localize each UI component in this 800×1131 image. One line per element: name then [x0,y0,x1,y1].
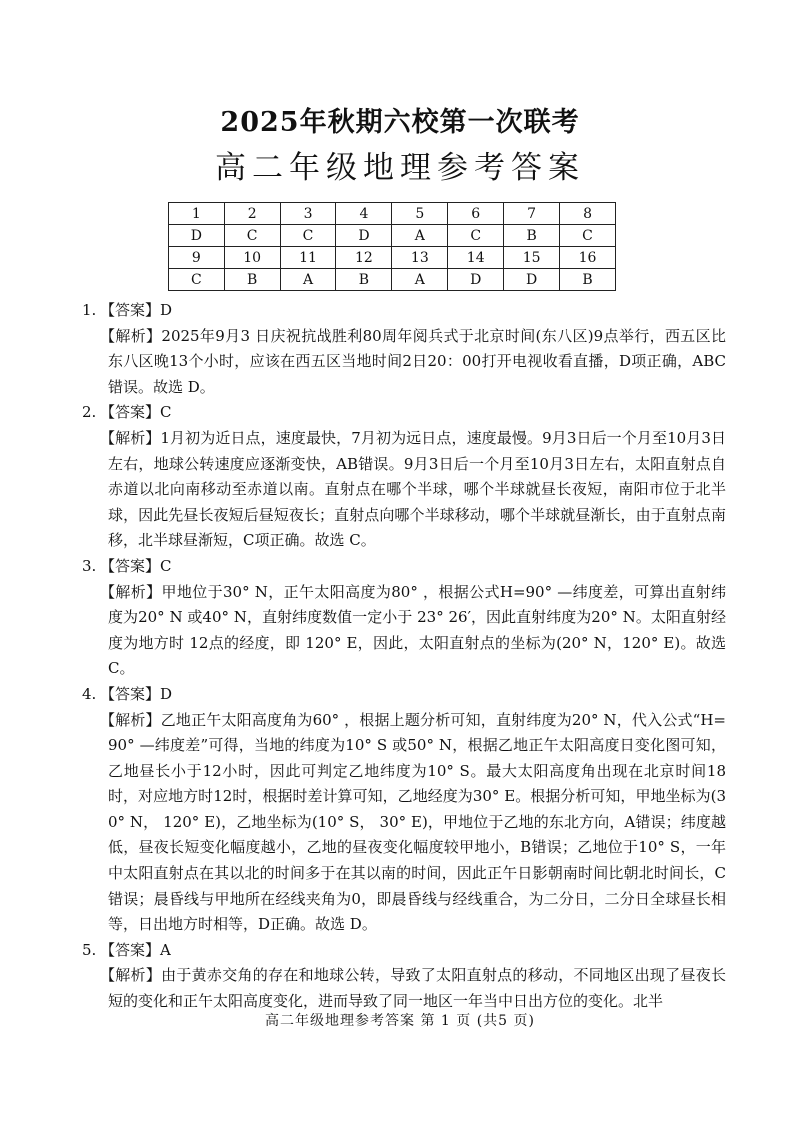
answer-letter-cell: D [448,269,504,291]
answer-letter-cell: A [392,269,448,291]
answer-line [82,682,726,708]
answer-letter-cell: B [504,225,560,247]
page-footer: 高二年级地理参考答案 第 1 页 (共5 页) [265,1013,535,1029]
question-number-cell: 11 [280,247,336,269]
answer-letter-cell: B [224,269,280,291]
question-block [76,298,726,400]
document-title: 高二年级地理参考答案 [215,150,585,186]
answer-letter-cell: C [560,225,616,247]
question-number-row [169,247,616,269]
question-number-row [169,203,616,225]
analysis-paragraph: 【解析】乙地正午太阳高度角为60° ，根据上题分析可知，直射纬度为20° N，代入公式“H=90° —纬度差”可得，当地的纬度为10° S 或50° N，根据乙地正午太阳高度日变化图可知，乙地昼长小于12小时，因此可判定乙地纬度为10° S。最大太阳高度角出现在北京时间18时，对应地方时12时，根据时差计算可知，乙地经度为30° E。根据分析可知，甲地坐标为(30° N， 120° E)，乙地坐标为(10° S， 30° E)，甲地位于乙地的东北方向，A错误；纬度越低，昼夜长短变化幅度越小，乙地的昼夜变化幅度较甲地小，B错误；乙地位于10° S，一年中太阳直射点在其以北的时间多于在其以南的时间，因此正午日影朝南时间比朝北时间长，C错误；晨昏线与甲地所在经线夹角为0，即晨昏线与经线重合，为二分日，二分日全球昼长相等，日出地方时相等，D正确。故选 D。 [100,710,726,934]
question-block [76,682,726,938]
answer-line [82,400,726,426]
answer-letter-cell: C [280,225,336,247]
question-number-cell: 14 [448,247,504,269]
answer-text: 【答案】C [100,556,172,575]
answer-letter-row [169,269,616,291]
analysis-paragraph: 【解析】2025年9月3 日庆祝抗战胜利80周年阅兵式于北京时间(东八区)9点举行，西五区比东八区晚13个小时，应该在西五区当地时间2日20：00打开电视收看直播，D项正确，ABC 错误。故选 D。 [100,326,726,396]
answer-letter-cell: A [280,269,336,291]
exam-title: 2025年秋期六校第一次联考 [220,107,580,138]
question-number: 3. [82,556,97,575]
answer-letter-cell: B [336,269,392,291]
question-number-cell: 4 [336,203,392,225]
question-block [76,400,726,554]
question-number-cell: 16 [560,247,616,269]
answer-letter-cell: D [504,269,560,291]
question-number-cell: 2 [224,203,280,225]
analysis-paragraph: 【解析】由于黄赤交角的存在和地球公转，导致了太阳直射点的移动，不同地区出现了昼夜长短的变化和正午太阳高度变化，进而导致了同一地区一年当中日出方位的变化。北半 [100,966,726,1011]
answer-letter-cell: D [169,225,225,247]
answer-line [82,298,726,324]
question-number-cell: 1 [169,203,225,225]
question-number-cell: 15 [504,247,560,269]
analysis-paragraph: 【解析】1月初为近日点，速度最快，7月初为远日点，速度最慢。9月3日后一个月至10月3日左右，地球公转速度应逐渐变快，AB错误。9月3日后一个月至10月3日左右，太阳直射点自赤道以北向南移动至赤道以南。直射点在哪个半球，哪个半球就昼长夜短，南阳市位于北半球，因此先昼长夜短后昼短夜长；直射点向哪个半球移动，哪个半球就昼渐长，由于直射点南移，北半球昼渐短，C项正确。故选 C。 [100,428,726,550]
question-number: 4. [82,684,97,703]
question-number-cell: 8 [560,203,616,225]
question-number-cell: 13 [392,247,448,269]
answer-letter-row [169,225,616,247]
answer-letter-cell: C [224,225,280,247]
question-block [76,938,726,1015]
question-block [76,554,726,682]
answer-text: 【答案】D [100,301,173,319]
answer-text: 【答案】C [100,403,172,422]
question-number-cell: 3 [280,203,336,225]
answer-letter-cell: A [392,225,448,247]
answer-line [82,938,726,964]
question-number-cell: 5 [392,203,448,225]
answer-letter-cell: D [336,225,392,247]
analysis-paragraph: 【解析】甲地位于30° N，正午太阳高度为80° ，根据公式H=90° —纬度差，可算出直射纬度为20° N 或40° N，直射纬度数值一定小于 23° 26′，因此直射纬度为20° N。太阳直射经度为地方时 12点的经度，即 120° E，因此，太阳直射点的坐标为(20° N，120° E)。故选 C。 [100,582,726,678]
answer-line [82,554,726,580]
question-number: 2. [82,403,97,422]
question-number-cell: 9 [169,247,225,269]
question-number-cell: 7 [504,203,560,225]
question-number-cell: 12 [336,247,392,269]
answer-letter-cell: C [448,225,504,247]
answer-key-table [168,202,616,291]
answer-key-table-body [169,203,616,291]
answer-letter-cell: C [169,269,225,291]
answer-text: 【答案】D [100,684,173,703]
question-number: 5. [82,940,97,959]
answer-letter-cell: B [560,269,616,291]
question-number-cell: 10 [224,247,280,269]
question-number: 1. [82,301,97,319]
answer-text: 【答案】A [100,940,171,959]
question-number-cell: 6 [448,203,504,225]
question-explanations [76,298,726,1015]
